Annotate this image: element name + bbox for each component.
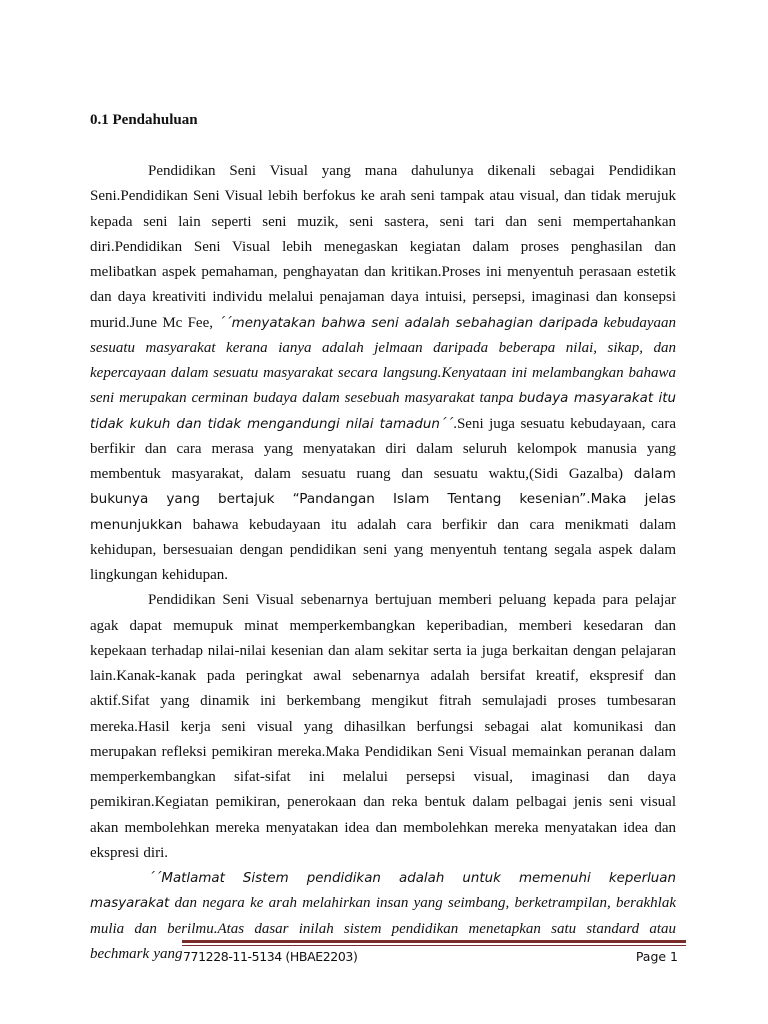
paragraph-run: dan negara ke arah melahirkan insan yang seimbang, berketrampilan, berakhlak mulia dan berilmu.Atas dasar inilah sistem pendidikan menetapkan satu standard atau bechmark yang [90,895,676,962]
body-text [90,159,676,967]
paragraph-run: ´´Matlamat Sistem pendidikan adalah untuk memenuhi keperluan masyarakat [90,871,676,912]
paragraph-run: dalam bukunya yang bertajuk “Pandangan Islam Tentang kesenian”.Maka jelas menunjukkan [90,466,676,533]
footer-student-id: 771228-11-5134 (HBAE2203) [183,949,358,964]
footer-rule-thin [182,945,686,946]
paragraph-run: Pendidikan Seni Visual sebenarnya bertujuan memberi peluang kepada para pelajar agak dapat memupuk minat memperkembangkan keperibadian, memberi kesedaran dan kepekaan terhadap nilai-nilai kesenian dan alam sekitar serta ia juga berkaitan dengan pelajaran lain.Kanak-kanak pada peringkat awal sebenarnya adalah bersifat kreatif, ekspresif dan aktif.Sifat yang dinamik ini berkembang mengikut fitrah semulajadi proses tumbesaran mereka.Hasil kerja seni visual yang dihasilkan berfungsi sebagai alat komunikasi dan merupakan refleksi pemikiran mereka.Maka Pendidikan Seni Visual memainkan peranan dalam memperkembangkan sifat-sifat ini melalui persepsi visual, imaginasi dan daya pemikiran.Kegiatan pemikiran, penerokaan dan reka bentuk dalam pelbagai jenis seni visual akan membolehkan mereka menyatakan idea dan membolehkan mereka menyatakan idea dan ekspresi diri. [90,592,676,861]
paragraph-run: bahawa kebudayaan itu adalah cara berfikir dan cara menikmati dalam kehidupan, bersesuaian dengan pendidikan seni yang menyentuh tentang segala aspek dalam lingkungan kehidupan. [90,516,676,583]
footer-rule [182,940,686,943]
paragraph-run: ´´menyatakan bahwa seni adalah sebahagian daripada [218,315,599,331]
section-heading: 0.1 Pendahuluan [90,112,198,128]
paragraph-1 [90,159,676,588]
paragraph-run: budaya masyarakat itu tidak kukuh dan tidak mengandungi nilai tamadun´´ [90,391,676,432]
paragraph-run: kebudayaan sesuatu masyarakat kerana ianya adalah jelmaan daripada beberapa nilai, sikap, dan kepercayaan dalam sesuatu masyarakat secara langsung.Kenyataan ini melambangkan bahawa seni merupakan cerminan budaya dalam sesebuah masyarakat tanpa [90,314,676,407]
paragraph-run: Pendidikan Seni Visual yang mana dahulunya dikenali sebagai Pendidikan Seni.Pendidikan Seni Visual lebih berfokus ke arah seni tampak atau visual, dan tidak merujuk kepada seni lain seperti seni muzik, seni sastera, seni tari dan seni mempertahankan diri.Pendidikan Seni Visual lebih menegaskan kegiatan dalam proses penghasilan dan melibatkan aspek pemahaman, penghayatan dan kritikan.Proses ini menyentuh perasaan estetik dan daya kreativiti individu melalui penajaman daya intuisi, persepsi, imaginasi dan konsepsi murid.June Mc Fee, [90,163,676,331]
paragraph-3 [90,866,676,967]
page-number: Page 1 [635,949,678,964]
paragraph-run: .Seni juga sesuatu kebudayaan, cara berfikir dan cara merasa yang menyatakan diri dalam seluruh kelompok manusia yang membentuk masyarakat, dalam sesuatu ruang dan sesuatu waktu,(Sidi Gazalba) [90,415,676,482]
paragraph-2 [90,588,676,866]
